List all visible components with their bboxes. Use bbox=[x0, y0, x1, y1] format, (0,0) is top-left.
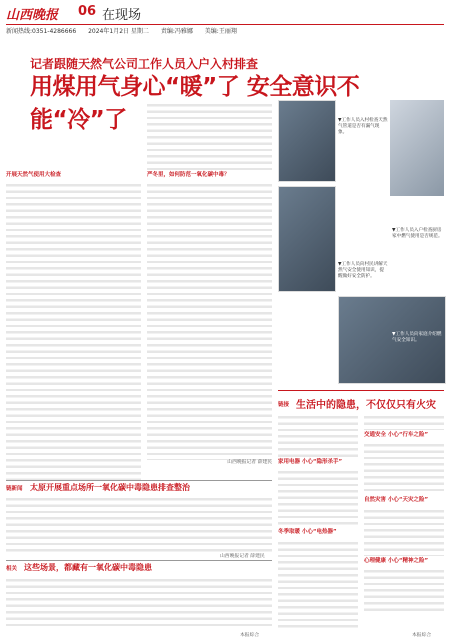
tag-3: 链接 bbox=[278, 402, 290, 408]
byline-1: 山西晚报记者 薛建民 bbox=[227, 460, 272, 466]
masthead bbox=[6, 3, 444, 25]
photo-1 bbox=[278, 100, 336, 182]
story2-body bbox=[6, 575, 272, 630]
sidebar-sub-2: 冬季取暖 小心“电热器” bbox=[278, 529, 337, 536]
caption-4: ▼工作人员向家庭介绍燃气安全知识。 bbox=[392, 332, 442, 343]
kicker: 记者跟随天然气公司工作人员入户入村排查 bbox=[30, 57, 259, 71]
section-name: 在现场 bbox=[102, 8, 142, 23]
sidebar-col-2 bbox=[364, 412, 444, 634]
caption-2: ▼工作人员入户检查厨房家中燃气使用是否规范。 bbox=[392, 228, 443, 239]
sidebar-title: 生活中的隐患，不仅仅只有火灾 bbox=[296, 400, 436, 411]
article-col-2 bbox=[147, 100, 272, 480]
story2-title: 这些场景，都藏有一氧化碳中毒隐患 bbox=[24, 563, 152, 572]
sidebar-sub-4: 自然灾害 小心“天灾之险” bbox=[364, 497, 429, 504]
tag-1: 链新闻 bbox=[6, 486, 23, 492]
subhead-1: 开展天然气使用大检查 bbox=[6, 172, 62, 178]
byline-2: 山西晚报记者 薛建民 bbox=[220, 554, 265, 559]
hotline: 新闻热线:0351-4286666 bbox=[6, 28, 77, 35]
newspaper-logo: 山西晚报 bbox=[6, 8, 59, 23]
caption-1: ▼工作人员入村检查天然气管道是否有漏气现象。 bbox=[338, 118, 388, 135]
tag-2: 相关 bbox=[6, 566, 18, 572]
masthead-rule bbox=[6, 24, 444, 25]
headline: 用煤用气身心“暖”了 安全意识不能“冷”了 bbox=[30, 74, 360, 133]
photo-2 bbox=[390, 100, 444, 196]
divider-2 bbox=[6, 560, 272, 561]
sidebar-rule bbox=[278, 390, 444, 391]
art-editor: 美编:王丽翔 bbox=[204, 28, 237, 35]
meta-line bbox=[6, 26, 247, 35]
sidebar-sub-3: 交通安全 小心“行车之险” bbox=[364, 432, 429, 438]
sidebar-sub-5: 心理健康 小心“精神之险” bbox=[364, 557, 429, 564]
story1-body bbox=[6, 494, 272, 552]
editor: 责编:冯雅娜 bbox=[160, 28, 193, 35]
page-number: 06 bbox=[78, 4, 97, 19]
byline-4: 本报综合 bbox=[412, 633, 432, 638]
sidebar-sub-1: 家用电器 小心“隐形杀手” bbox=[278, 459, 343, 465]
photo-3 bbox=[278, 186, 336, 292]
story1-title: 太原开展重点场所一氧化碳中毒隐患排查整治 bbox=[30, 483, 190, 492]
byline-3: 本报综合 bbox=[240, 633, 260, 638]
article-col-1 bbox=[6, 100, 141, 480]
subhead-2: 严冬里，如何防范一氧化碳中毒？ bbox=[147, 172, 230, 178]
divider-1 bbox=[6, 480, 272, 481]
caption-3: ▼工作人员向村民讲解天然气安全使用知识，提醒做好安全防护。 bbox=[338, 262, 388, 279]
issue-date: 2024年1月2日 星期二 bbox=[88, 28, 149, 35]
sidebar-col-1 bbox=[278, 412, 358, 634]
